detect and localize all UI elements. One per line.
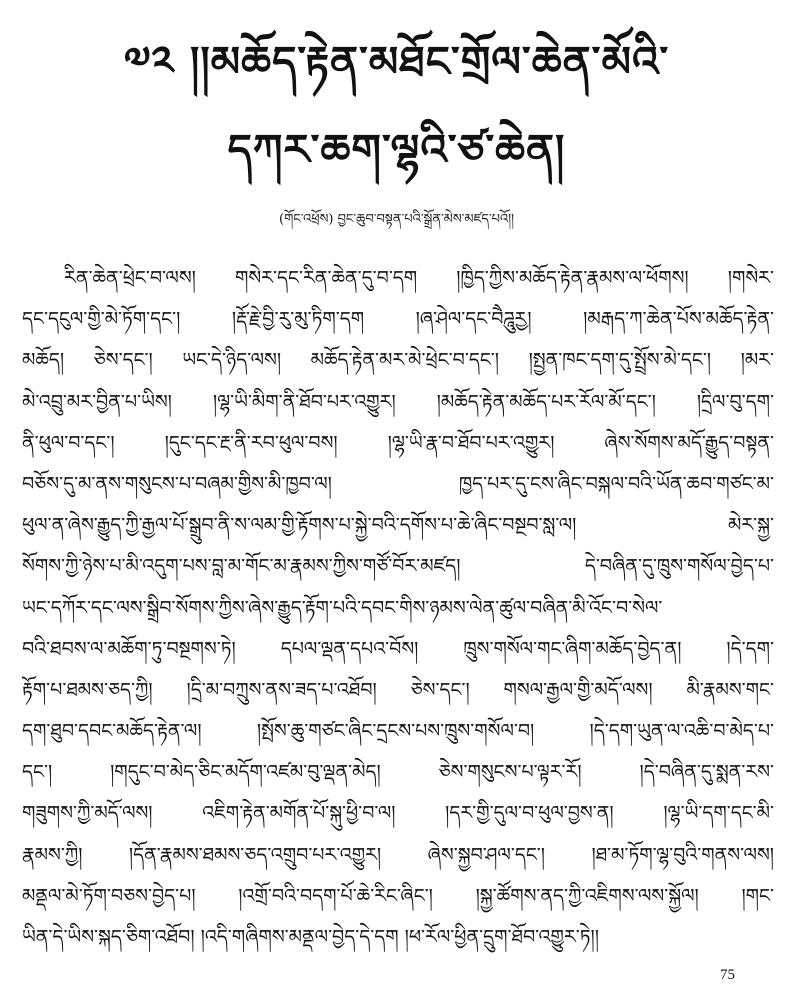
body-line: དང་། །གདུང་བ་མེད་ཅིང་མདོག་འཛམ་བུ་ལྡན་མེད། ཅེས་གསུངས་པ་ལྟར་རོ། །དེ་བཞིན་དུ་སྨན་རས་ [22,761,774,784]
body-line: བཅོས་དུ་མ་ནས་གསུངས་པ་བཞམ་གྱིས་མི་ཁྱབ་ལ། ཁྱད་པར་དུ་ངས་ཞིང་བསྐལ་བའི་ཡོན་ཆབ་གཙང་མ་ [22,472,774,495]
body-text [22,258,774,958]
body-line: བའི་ཐབས་ལ་མཆོག་ཏུ་བསྔགས་ཏེ། དཔལ་ལྡན་དཔའ་བོས། ཁྲུས་གསོལ་གང་ཞིག་མཆོད་བྱེད་ན། །དེ་དག་ [22,637,774,660]
author-subtitle: (གོང་འཕྲོས) བྱང་ཆུབ་བསྟན་པའི་སྒྲོན་མེས་མཛད་པའོ།། [279,212,514,227]
body-line: རྣམས་ཀྱི། །དོན་རྣམས་ཐམས་ཅད་འགྲུབ་པར་འགྱུར། ཞེས་སྐྱབ་ཤལ་དང་། །ཐ་མ་ཏོག་ལྷ་བུའི་གནས་ལས། [22,843,774,866]
body-line: ཡིན་དེ་ཡིས་སྐད་ཅིག་འཐོབ། །འདི་གཞིགས་མནྡལ་བྱེད་དེ་དག །ཕ་རོལ་ཕྱིན་དྲུག་ཐོབ་འགྱུར་ཏེ།། [22,926,599,948]
body-line: ཡང་དཀོར་དང་ལས་སྒྲིབ་སོགས་ཀྱིས་ཞེས་རྒྱུད་རྟོག་པའི་དབང་གིས་ཉམས་ལེན་ཚུལ་བཞིན་མི་འོང་བ་སེལ་ [22,596,663,619]
page-title-line-2: དཀར་ཆག་ལྷའི་ཙ་ཆེན། [227,125,566,174]
body-line: སོགས་ཀྱི་ཉེས་པ་མི་འདུག་པས་བླ་མ་གོང་མ་རྣམས་ཀྱིས་གཙོ་བོར་མཛད། དེ་བཞིན་དུ་ཁྲུས་གསོལ་བྱེད་པ་ [22,555,774,578]
body-line: དག་ཐུབ་དབང་མཆོད་རྟེན་ལ། །སྤོས་ཆུ་གཙང་ཞིང་དྲངས་པས་ཁྲུས་གསོལ་བ། །དེ་དག་ཡུན་ལ་འཆི་བ་མེད་པ་ [22,720,774,743]
body-line: གཟུགས་ཀྱི་མདོ་ལས། འཇིག་རྟེན་མགོན་པོ་སྐུ་ཕྱི་བ་ལ། །དར་གྱི་དུལ་བ་ཕུལ་བྱས་ན། །ལྷ་ཡི་དག་དང་མི་ [22,802,774,825]
body-line: རྟོག་པ་ཐམས་ཅད་ཀྱི། །དྲི་མ་བཀྲུས་ནས་ཟད་པ་འཐོབ། ཅེས་དང་། གསལ་རྒྱལ་གྱི་མདོ་ལས། མི་རྣམས་གང་ [22,678,774,701]
page-number: 75 [720,967,735,983]
body-line: མནྡལ་མེ་ཏོག་བཅས་བྱེད་པ། །འགྲོ་བའི་བདག་པོ་ཆེ་རིང་ཞིང་། །སྐྱ་ཚོགས་ནད་ཀྱི་འཇིགས་ལས་སྐྱོལ། །གང་ [22,884,774,907]
body-line: ཕུལ་ན་ཞེས་རྒྱུད་ཀྱི་རྒྱལ་པོ་སྒྲུབ་ནི་ས་ལམ་གྱི་རྟོགས་པ་སྐྱེ་བའི་དགོས་པ་ཆེ་ཞིང་བསྔབ་སླ་ལ། མེར་སྐྱ་ [22,514,774,537]
body-line: མཆོད། ཅེས་དང་། ཡང་དེ་ཉིད་ལས། མཆོད་རྟེན་མར་མེ་ཕྲེང་བ་དང་། །སྤྱན་ཁང་དག་དུ་སྤྲོས་མེ་དང་། །མར་ [22,349,774,372]
body-line: རིན་ཆེན་ཕྲེང་བ་ལས། གསེར་དང་རིན་ཆེན་དུ་བ་དག །ཁྱིད་ཀྱིས་མཆོད་རྟེན་རྣམས་ལ་ཕོགས། །གསེར་ [64,267,774,289]
body-line: དང་དངུལ་གྱི་མེ་ཏོག་དང་། །རྡོ་རྗེ་བྱི་རུ་མུ་ཏིག་དག །ཞ་ཤེལ་དང་བཻཌཱུརྱ། །མརྒད་ཀ་ཆེན་པོས་མཆོད་རྟེན་ [22,308,774,331]
page-title-line-1: ༧༢ །།མཆོད་རྟེན་མཐོང་གྲོལ་ཆེན་མོའི་ [123,37,670,86]
body-line: མེ་འབྲུ་མར་བྱིན་པ་ཡིས། །ལྷ་ཡི་མིག་ནི་ཐོབ་པར་འགྱུར། །མཆོད་རྟེན་མཆོད་པར་རོལ་མོ་དང་། །དྲིལ་བུ་དག་ [22,390,774,413]
body-line: ནི་ཕུལ་བ་དང་། །དུང་དང་རྔ་ནི་རབ་ཕུལ་བས། །ལྷ་ཡི་རྣ་བ་ཐོབ་པར་འགྱུར། ཞེས་སོགས་མདོ་རྒྱུད་བསྟན་ [22,431,774,454]
